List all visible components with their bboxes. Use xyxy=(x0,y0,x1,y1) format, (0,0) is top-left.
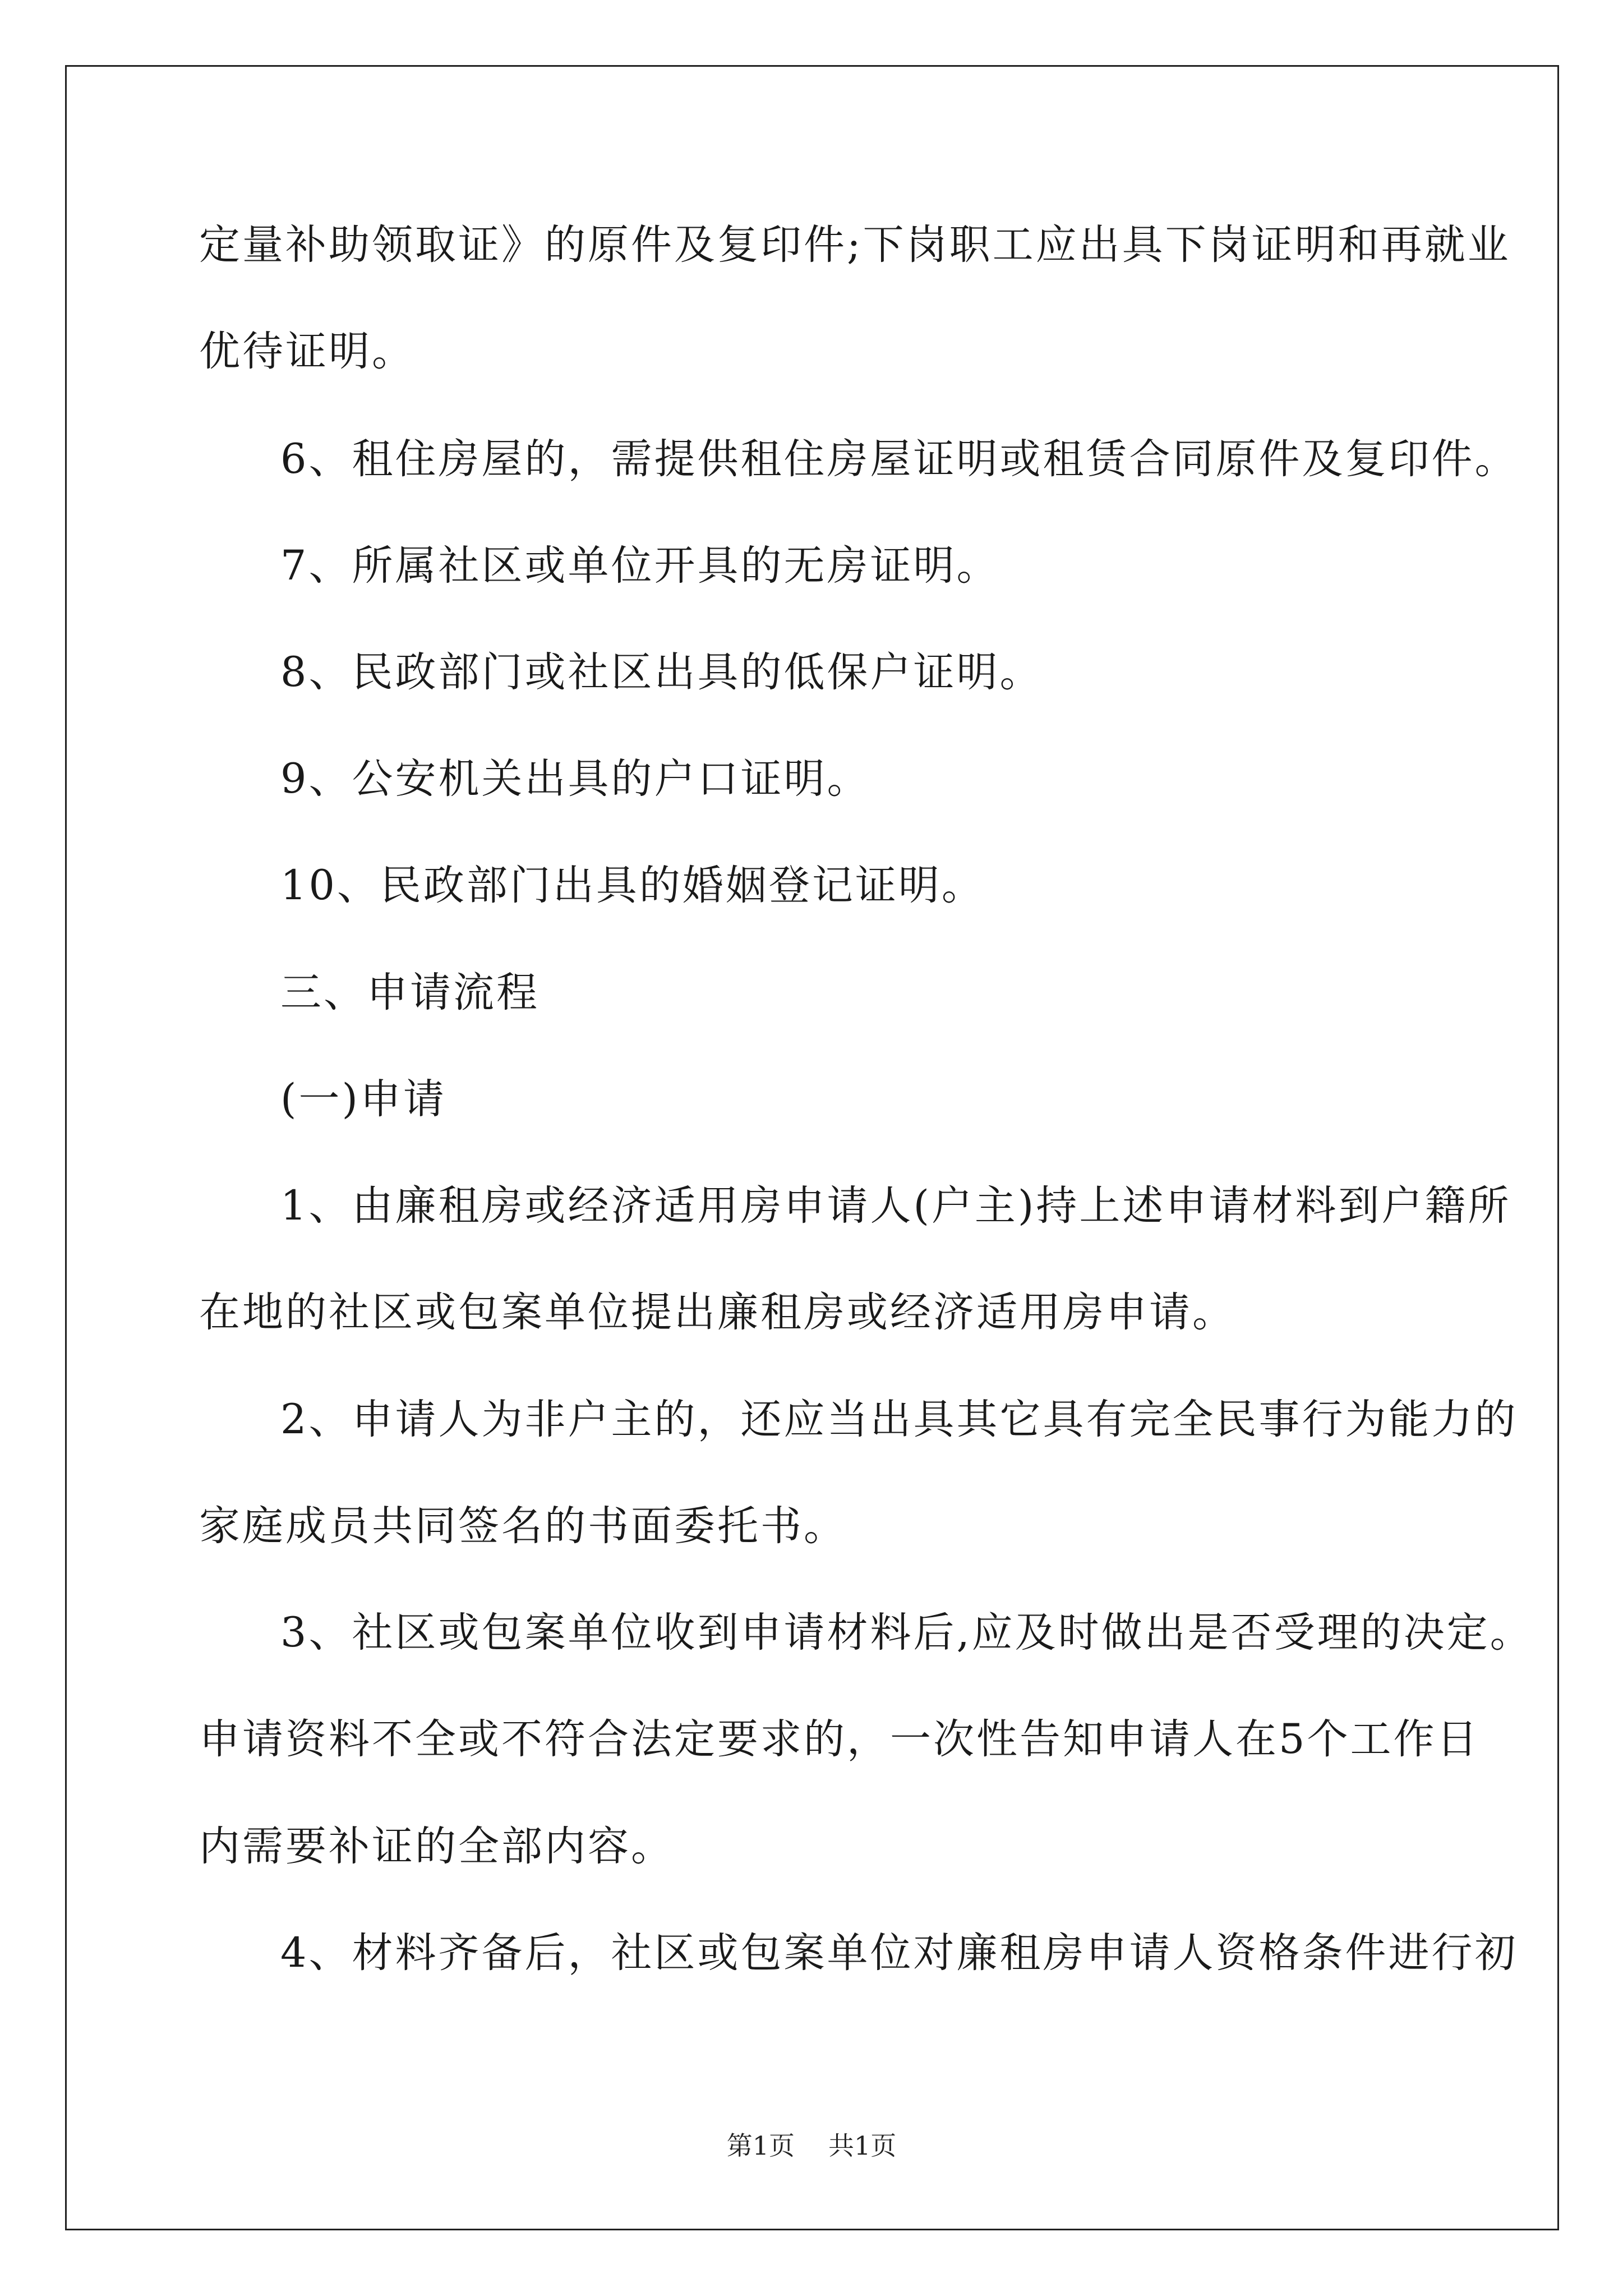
text-line: 内需要补证的全部内容。 xyxy=(199,1823,674,1870)
page-border xyxy=(65,65,1559,2230)
text-line: 在地的社区或包案单位提出廉租房或经济适用房申请。 xyxy=(199,1289,1235,1336)
text-line: 7、所属社区或单位开具的无房证明。 xyxy=(280,542,1000,590)
page-number: 第1页 xyxy=(726,2131,795,2161)
text-line: 优待证明。 xyxy=(199,328,415,375)
section-heading: 三、申请流程 xyxy=(280,969,540,1016)
page-total: 共1页 xyxy=(828,2131,897,2161)
text-line: 8、民政部门或社区出具的低保户证明。 xyxy=(280,648,1043,696)
text-line: 定量补助领取证》的原件及复印件;下岗职工应出具下岗证明和再就业 xyxy=(199,221,1511,269)
text-line: 4、材料齐备后，社区或包案单位对廉租房申请人资格条件进行初 xyxy=(280,1929,1518,1977)
text-line: 2、申请人为非户主的，还应当出具其它具有完全民事行为能力的 xyxy=(280,1396,1518,1443)
subsection-heading: (一)申请 xyxy=(280,1075,446,1123)
text-line: 申请资料不全或不符合法定要求的，一次性告知申请人在5个工作日 xyxy=(199,1715,1480,1763)
text-line: 3、社区或包案单位收到申请材料后,应及时做出是否受理的决定。 xyxy=(280,1609,1533,1657)
text-line: 家庭成员共同签名的书面委托书。 xyxy=(199,1502,847,1550)
page-footer xyxy=(0,2129,1623,2162)
text-line: 1、由廉租房或经济适用房申请人(户主)持上述申请材料到户籍所 xyxy=(280,1182,1511,1230)
text-line: 10、民政部门出具的婚姻登记证明。 xyxy=(280,862,985,909)
text-line: 9、公安机关出具的户口证明。 xyxy=(280,755,870,803)
text-line: 6、租住房屋的，需提供租住房屋证明或租赁合同原件及复印件。 xyxy=(280,435,1518,483)
